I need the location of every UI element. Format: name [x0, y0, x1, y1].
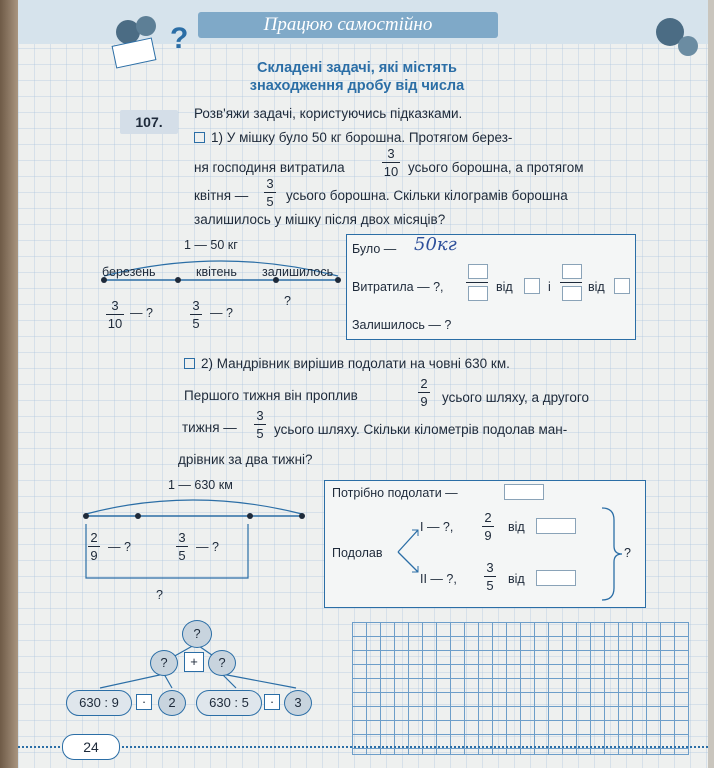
segment-zalyshylos: залишилось	[262, 265, 334, 279]
fraction-numerator-input[interactable]	[468, 264, 488, 279]
task1-line3a: квітня —	[194, 188, 249, 203]
diagram2-q3: ?	[156, 588, 163, 602]
answer-box-row2[interactable]	[536, 570, 576, 586]
box2-fraction-1: 2 9	[482, 510, 494, 543]
diagram1-q3: ?	[284, 294, 291, 308]
box2-row1: I — ?,	[420, 520, 454, 534]
task2-line2b: усього шляху, а другого	[442, 390, 589, 405]
box2-vid1: від	[508, 520, 525, 534]
tree-right-bubble: ?	[208, 650, 236, 676]
box1-bulo: Було —	[352, 242, 397, 256]
tree-n1: 2	[158, 690, 186, 716]
tree-left-bubble: ?	[150, 650, 178, 676]
task2-line1: 2) Мандрівник вирішив подолати на човні 630 км.	[201, 356, 510, 371]
box2-total-q: ?	[624, 546, 631, 560]
tree-pill-2: 630 : 5	[196, 690, 262, 716]
task1-line2a: ня господиня витратила	[194, 160, 345, 175]
fraction2-numerator-input[interactable]	[562, 264, 582, 279]
answer-box-need[interactable]	[504, 484, 544, 500]
svg-text:?: ?	[170, 22, 188, 55]
task2-total-label: 1 — 630 км	[168, 478, 233, 492]
segment-berezen: березень	[102, 265, 156, 279]
task1-line4: залишилось у мішку після двох місяців?	[194, 212, 446, 227]
diagram1-q2: — ?	[210, 306, 233, 320]
box2-row2: II — ?,	[420, 572, 457, 586]
answer-box-1[interactable]	[524, 278, 540, 294]
tree-op1: ·	[136, 694, 152, 710]
answer-box-row1[interactable]	[536, 518, 576, 534]
task1-line1: 1) У мішку було 50 кг борошна. Протягом берез-	[211, 130, 513, 145]
task1-total-label: 1 — 50 кг	[184, 238, 238, 252]
box2-podolav: Подолав	[332, 546, 383, 560]
tree-pill-1: 630 : 9	[66, 690, 132, 716]
fraction2-denominator-input[interactable]	[562, 286, 582, 301]
box1-zalyshylos: Залишилось — ?	[352, 318, 452, 332]
task1-fraction-1: 3 10	[383, 146, 399, 179]
diagram1-fraction-1: 3 10	[107, 298, 123, 331]
diagram1-fraction-2: 3 5	[190, 298, 202, 331]
diagram2-fraction-1: 2 9	[88, 530, 100, 563]
topic-title-line2: знаходження дробу від числа	[249, 78, 465, 94]
tree-op2: ·	[264, 694, 280, 710]
task2-line2a: Першого тижня він проплив	[184, 388, 358, 403]
checkbox-icon	[184, 358, 195, 369]
answer-box-2[interactable]	[614, 278, 630, 294]
task2-line3a: тижня —	[182, 420, 237, 435]
exercise-instruction: Розв'яжи задачі, користуючись підказками.	[194, 106, 463, 121]
box1-vid2: від	[588, 280, 605, 294]
box1-i: і	[548, 280, 551, 294]
task1-line2b: усього борошна, а протягом	[408, 160, 584, 175]
task2-line4: дрівник за два тижні?	[178, 452, 313, 467]
task2-fraction-2: 3 5	[254, 408, 266, 441]
diagram2-fraction-2: 3 5	[176, 530, 188, 563]
diagram2-q2: — ?	[196, 540, 219, 554]
answer-grid[interactable]	[352, 622, 689, 755]
task1-fraction-2: 3 5	[264, 176, 276, 209]
page-number: 24	[62, 734, 120, 760]
diagram1-q1: — ?	[130, 306, 153, 320]
task2-fraction-1: 2 9	[418, 376, 430, 409]
task1-line3b: усього борошна. Скільки кілограмів борошна	[286, 188, 568, 203]
tree-plus: +	[184, 652, 204, 672]
page-footer-line	[18, 746, 708, 748]
fraction-denominator-input[interactable]	[468, 286, 488, 301]
exercise-number: 107.	[120, 110, 178, 134]
box2-fraction-2: 3 5	[484, 560, 496, 593]
topic-title-line1: Складені задачі, які містять	[257, 60, 457, 76]
box1-vytratyla: Витратила — ?,	[352, 280, 444, 294]
segment-kviten: квітень	[196, 265, 237, 279]
handwritten-answer: 50кг	[414, 234, 457, 255]
task2-line3b: усього шляху. Скільки кілометрів подолав ман-	[274, 422, 568, 437]
book-spine	[0, 0, 18, 768]
checkbox-icon	[194, 132, 205, 143]
diagram2-q1: — ?	[108, 540, 131, 554]
box2-vid2: від	[508, 572, 525, 586]
tree-n2: 3	[284, 690, 312, 716]
box1-vid: від	[496, 280, 513, 294]
section-ribbon: Працюю самостійно	[198, 12, 498, 38]
box2-need: Потрібно подолати —	[332, 486, 458, 500]
tree-top-bubble: ?	[182, 620, 212, 648]
